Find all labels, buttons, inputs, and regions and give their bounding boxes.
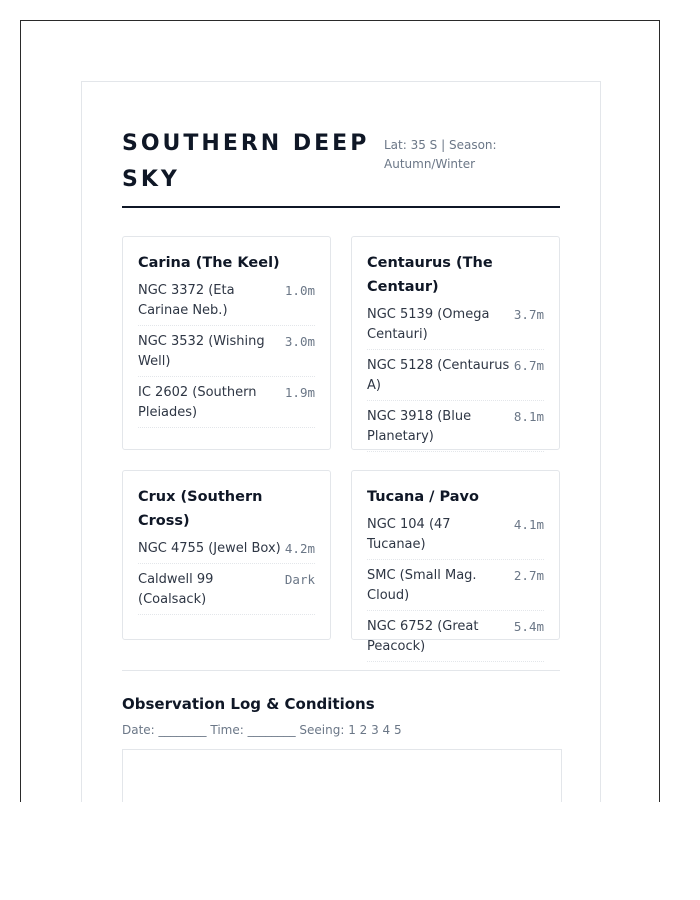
constellation-card-tucana-pavo: [351, 470, 560, 654]
object-magnitude: 1.0m: [284, 283, 315, 298]
location-season-meta: Lat: 35 S | Season: Autumn/Winter: [384, 138, 497, 171]
card-title: Centaurus (The Centaur): [367, 255, 493, 295]
object-name: NGC 5128 (Centaurus A): [367, 358, 510, 393]
object-magnitude: 3.7m: [513, 307, 544, 322]
list-item: [367, 615, 544, 662]
object-name: NGC 6752 (Great Peacock): [367, 619, 479, 654]
object-name: Caldwell 99 (Coalsack): [138, 572, 214, 607]
list-item: [367, 513, 544, 560]
list-item: [138, 279, 315, 326]
list-item: [138, 381, 315, 428]
list-item: [138, 537, 315, 564]
object-magnitude: Dark: [284, 572, 315, 587]
object-name: NGC 4755 (Jewel Box): [138, 541, 281, 556]
observation-log-title: Observation Log & Conditions: [122, 695, 375, 713]
object-magnitude: 2.7m: [513, 568, 544, 583]
section-divider: [122, 670, 560, 671]
page-title: SOUTHERN DEEP SKY: [122, 131, 370, 192]
object-name: IC 2602 (Southern Pleiades): [138, 385, 257, 420]
list-item: [367, 405, 544, 452]
list-item: [138, 330, 315, 377]
object-magnitude: 1.9m: [284, 385, 315, 400]
page-frame: [20, 20, 660, 802]
object-name: SMC (Small Mag. Cloud): [367, 568, 477, 603]
sheet-header: [122, 122, 560, 208]
object-magnitude: 5.4m: [513, 619, 544, 634]
card-title: Crux (Southern Cross): [138, 489, 263, 529]
constellation-card-crux: [122, 470, 331, 640]
observation-log-fields: Date: ________ Time: ________ Seeing: 1 2 3 4 5: [122, 723, 402, 737]
object-magnitude: 8.1m: [513, 409, 544, 424]
object-name: NGC 3372 (Eta Carinae Neb.): [138, 283, 235, 318]
card-title: Tucana / Pavo: [367, 489, 479, 505]
observation-notes-box[interactable]: [122, 749, 562, 802]
card-title: Carina (The Keel): [138, 255, 280, 271]
object-magnitude: 4.2m: [284, 541, 315, 556]
constellation-card-carina: [122, 236, 331, 450]
constellation-card-centaurus: [351, 236, 560, 450]
object-magnitude: 4.1m: [513, 517, 544, 532]
observing-sheet: [81, 81, 601, 802]
object-name: NGC 3918 (Blue Planetary): [367, 409, 472, 444]
list-item: [367, 354, 544, 401]
list-item: [367, 564, 544, 611]
list-item: [138, 568, 315, 615]
object-name: NGC 5139 (Omega Centauri): [367, 307, 490, 342]
object-magnitude: 3.0m: [284, 334, 315, 349]
object-magnitude: 6.7m: [513, 358, 544, 373]
object-name: NGC 3532 (Wishing Well): [138, 334, 265, 369]
object-name: NGC 104 (47 Tucanae): [367, 517, 451, 552]
list-item: [367, 303, 544, 350]
